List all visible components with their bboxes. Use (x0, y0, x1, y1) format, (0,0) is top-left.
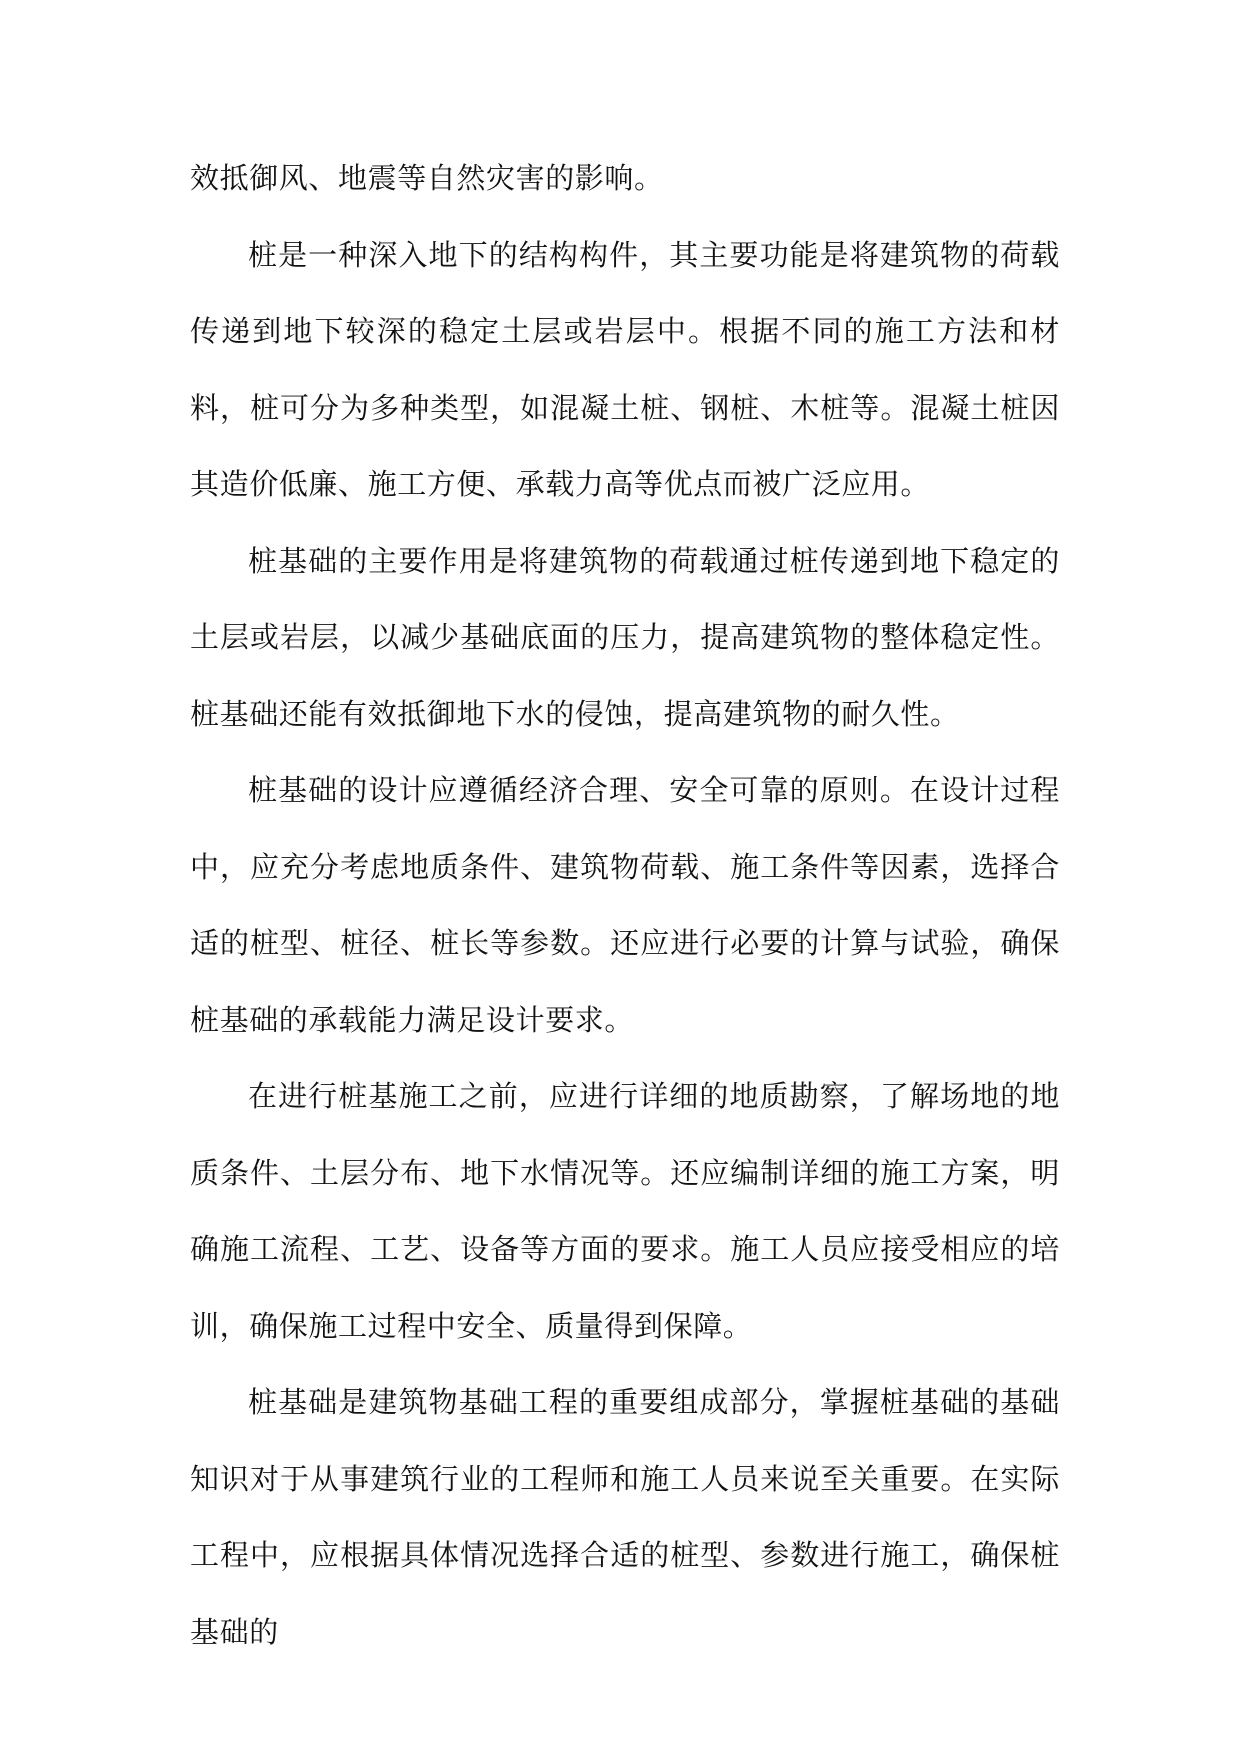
paragraph-pre-construction: 在进行桩基施工之前，应进行详细的地质勘察，了解场地的地质条件、土层分布、地下水情况等。还应编制详细的施工方案，明确施工流程、工艺、设备等方面的要求。施工人员应接受相应的培训，确保施工过程中安全、质量得到保障。 (190, 1079, 1060, 1343)
paragraph-continuation: 效抵御风、地震等自然灾害的影响。 (190, 161, 664, 195)
paragraph-pile-foundation-function: 桩基础的主要作用是将建筑物的荷载通过桩传递到地下稳定的土层或岩层，以减少基础底面的压力，提高建筑物的整体稳定性。桩基础还能有效抵御地下水的侵蚀，提高建筑物的耐久性。 (190, 543, 1060, 731)
document-body (190, 140, 1060, 1670)
paragraph-importance: 桩基础是建筑物基础工程的重要组成部分，掌握桩基础的基础知识对于从事建筑行业的工程师和施工人员来说至关重要。在实际工程中，应根据具体情况选择合适的桩型、参数进行施工，确保桩基础的 (190, 1385, 1060, 1649)
paragraph-pile-definition: 桩是一种深入地下的结构构件，其主要功能是将建筑物的荷载传递到地下较深的稳定土层或岩层中。根据不同的施工方法和材料，桩可分为多种类型，如混凝土桩、钢桩、木桩等。混凝土桩因其造价低廉、施工方便、承载力高等优点而被广泛应用。 (190, 237, 1060, 501)
paragraph-pile-foundation-design: 桩基础的设计应遵循经济合理、安全可靠的原则。在设计过程中，应充分考虑地质条件、建筑物荷载、施工条件等因素，选择合适的桩型、桩径、桩长等参数。还应进行必要的计算与试验，确保桩基础的承载能力满足设计要求。 (190, 773, 1060, 1037)
